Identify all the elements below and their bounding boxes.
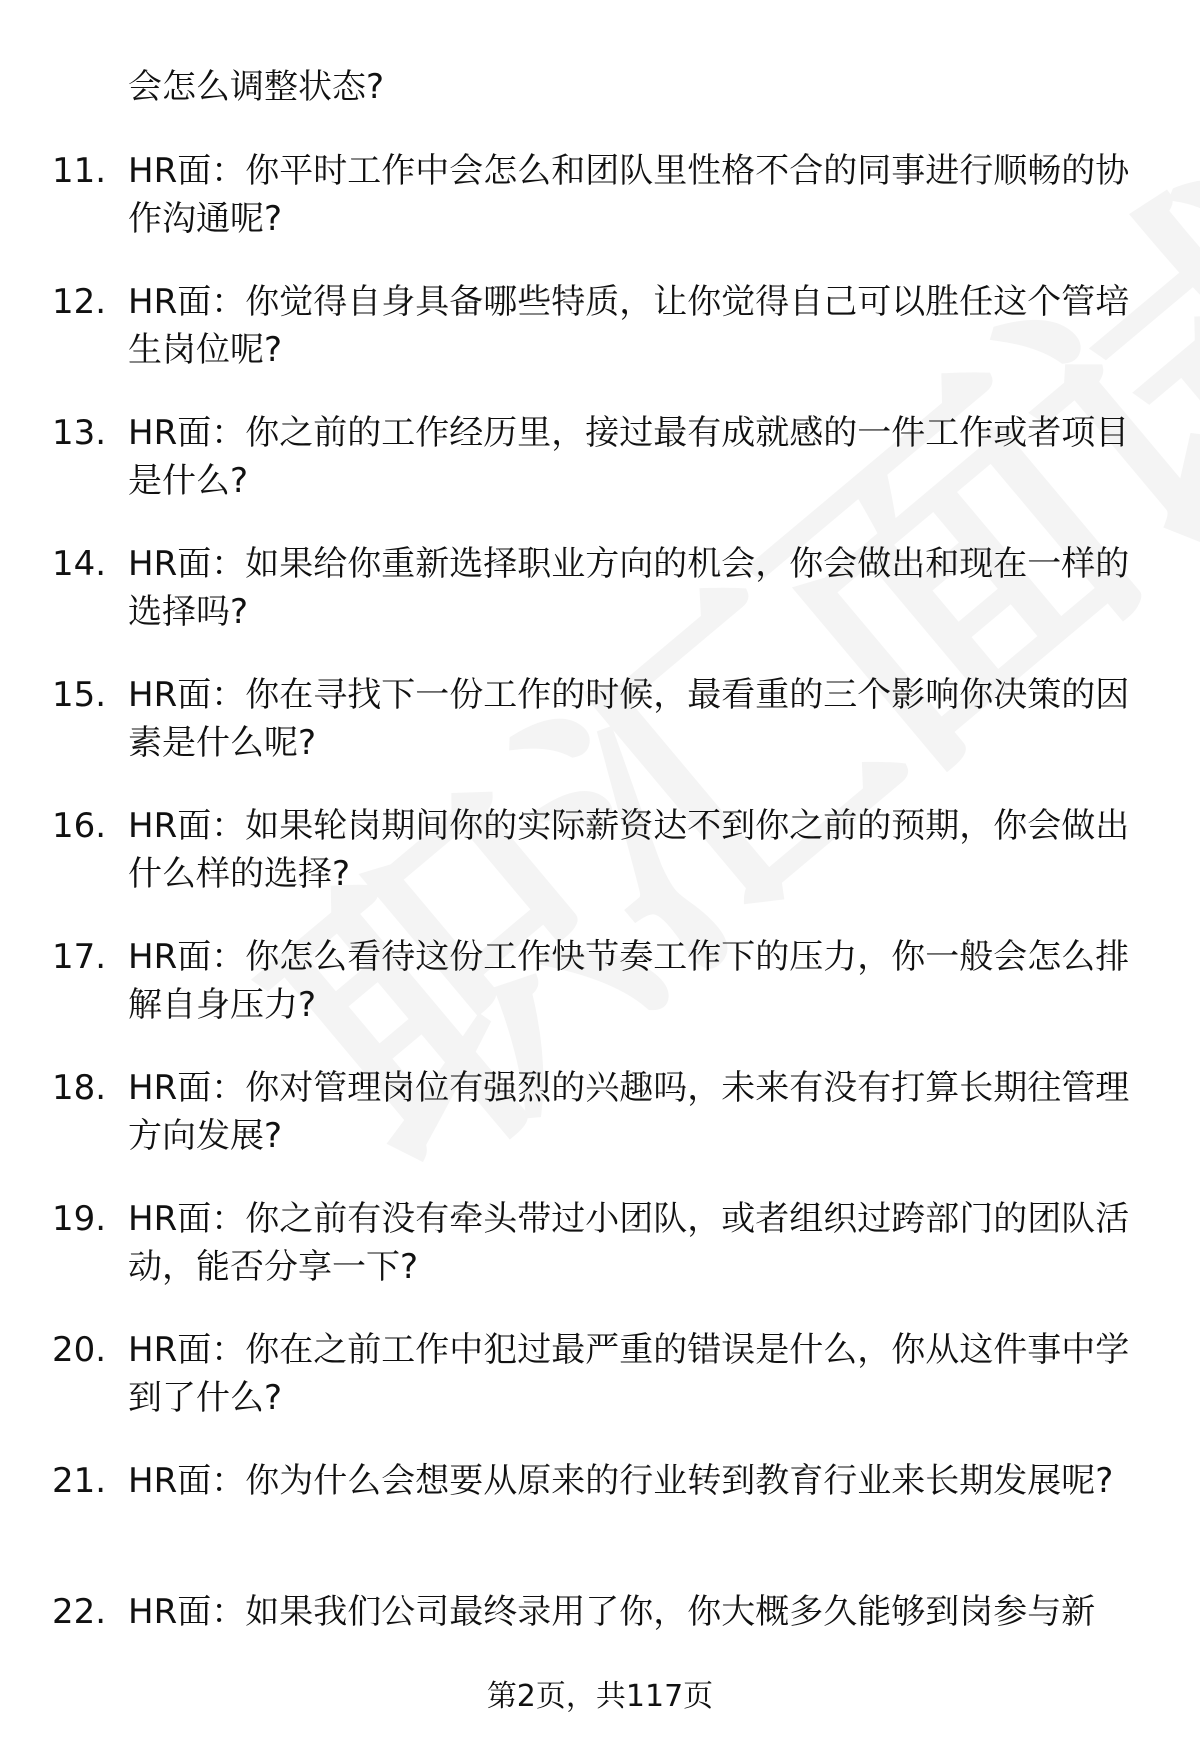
- question-number: 12.: [52, 282, 107, 322]
- question-number: 11.: [52, 151, 107, 191]
- question-text: HR面：如果我们公司最终录用了你，你大概多久能够到岗参与新: [128, 1592, 1096, 1632]
- question-text: HR面：你之前的工作经历里，接过最有成就感的一件工作或者项目是什么?: [128, 413, 1130, 501]
- question-number: 22.: [52, 1592, 107, 1632]
- question-text: HR面：你在之前工作中犯过最严重的错误是什么，你从这件事中学到了什么?: [128, 1330, 1130, 1418]
- question-item: [52, 409, 1158, 540]
- question-item: [52, 933, 1158, 1064]
- question-number: 14.: [52, 544, 107, 584]
- question-number: 13.: [52, 413, 107, 453]
- question-text: HR面：你在寻找下一份工作的时候，最看重的三个影响你决策的因素是什么呢?: [128, 675, 1130, 763]
- question-number: 21.: [52, 1461, 107, 1501]
- question-text: HR面：你之前有没有牵头带过小团队，或者组织过跨部门的团队活动，能否分享一下?: [128, 1199, 1130, 1287]
- question-number: 20.: [52, 1330, 107, 1370]
- carryover-text: 会怎么调整状态?: [128, 67, 385, 107]
- question-text: HR面：你觉得自身具备哪些特质，让你觉得自己可以胜任这个管培生岗位呢?: [128, 282, 1130, 370]
- question-item: [52, 1195, 1158, 1326]
- question-item: [52, 540, 1158, 671]
- question-text: HR面：如果轮岗期间你的实际薪资达不到你之前的预期，你会做出什么样的选择?: [128, 806, 1130, 894]
- page-footer: 第2页，共117页: [486, 1679, 714, 1714]
- question-number: 19.: [52, 1199, 107, 1239]
- question-item: [52, 278, 1158, 409]
- question-text: HR面：如果给你重新选择职业方向的机会，你会做出和现在一样的选择吗?: [128, 544, 1130, 632]
- question-item: [52, 1457, 1158, 1588]
- question-item: [52, 1326, 1158, 1457]
- question-text: HR面：你平时工作中会怎么和团队里性格不合的同事进行顺畅的协作沟通呢?: [128, 151, 1130, 239]
- question-item: [52, 671, 1158, 802]
- question-number: 17.: [52, 937, 107, 977]
- question-text: HR面：你为什么会想要从原来的行业转到教育行业来长期发展呢?: [128, 1461, 1114, 1501]
- question-number: 15.: [52, 675, 107, 715]
- question-number: 18.: [52, 1068, 107, 1108]
- question-text: HR面：你对管理岗位有强烈的兴趣吗，未来有没有打算长期往管理方向发展?: [128, 1068, 1130, 1156]
- question-number: 16.: [52, 806, 107, 846]
- question-text: HR面：你怎么看待这份工作快节奏工作下的压力，你一般会怎么排解自身压力?: [128, 937, 1130, 1025]
- question-item: [52, 1064, 1158, 1195]
- question-list: [52, 147, 1158, 1719]
- question-item: [52, 802, 1158, 933]
- question-item: [52, 147, 1158, 278]
